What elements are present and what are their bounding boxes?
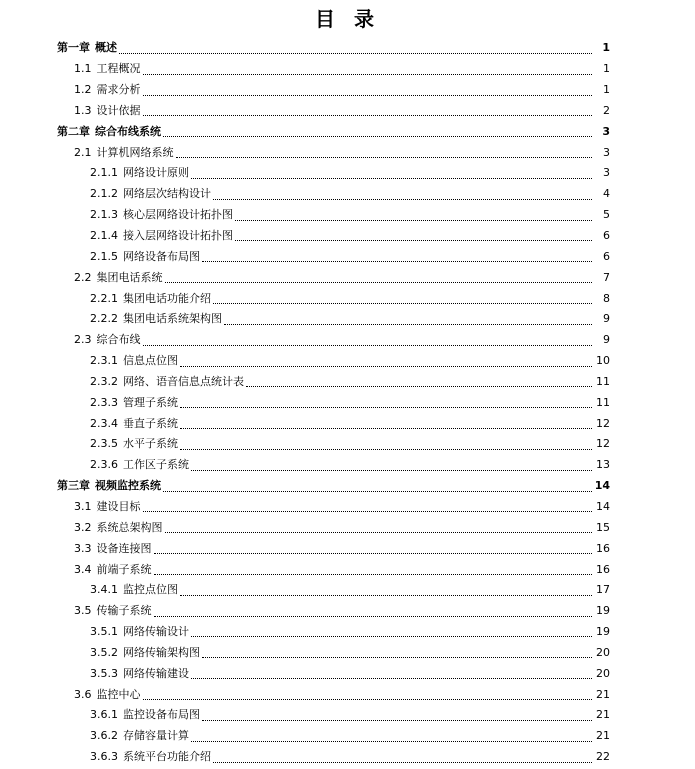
toc-entry-title: 需求分析	[96, 83, 141, 97]
toc-entry-title: 概述	[95, 41, 117, 55]
toc-entry-title: 计算机网络系统	[96, 145, 174, 159]
toc-dot-leader	[180, 427, 592, 429]
toc-entry-number: 3.2	[74, 520, 92, 534]
toc-dot-leader	[165, 281, 593, 283]
toc-entry-page: 13	[596, 458, 610, 472]
toc-entry-page: 2	[603, 103, 610, 117]
toc-entry-title: 网络传输设计	[123, 625, 189, 639]
toc-entry-page: 22	[596, 750, 610, 764]
toc-entry-title: 综合布线	[96, 333, 141, 347]
toc-entry-title: 核心层网络设计拓扑图	[123, 208, 233, 222]
toc-entry-page: 1	[603, 83, 610, 97]
toc-entry-title: 设备连接图	[96, 541, 152, 555]
toc-entry-number: 1.1	[74, 62, 92, 76]
toc-entry[interactable]	[0, 330, 695, 351]
toc-entry-number: 2.1.3	[90, 208, 118, 222]
toc-entry-page: 6	[603, 229, 610, 243]
toc-entry-title: 管理子系统	[123, 395, 178, 409]
toc-entry-number: 2.2	[74, 270, 92, 284]
toc-dot-leader	[202, 719, 592, 721]
toc-entry-page: 20	[596, 666, 610, 680]
toc-list	[0, 38, 695, 768]
toc-dot-leader	[191, 177, 592, 179]
toc-entry[interactable]	[0, 497, 695, 518]
toc-dot-leader	[163, 490, 592, 492]
toc-entry-number: 2.3.6	[90, 458, 118, 472]
toc-dot-leader	[143, 698, 593, 700]
toc-entry-number: 3.1	[74, 499, 92, 513]
toc-entry-title: 垂直子系统	[123, 416, 178, 430]
toc-entry[interactable]	[0, 684, 695, 705]
toc-entry-number: 3.5.1	[90, 625, 118, 639]
toc-entry[interactable]	[0, 538, 695, 559]
toc-dot-leader	[154, 552, 593, 554]
toc-dot-leader	[235, 239, 592, 241]
toc-entry-page: 20	[596, 645, 610, 659]
toc-entry[interactable]	[0, 288, 695, 309]
toc-entry[interactable]	[0, 184, 695, 205]
toc-dot-leader	[143, 344, 593, 346]
toc-entry-page: 16	[596, 541, 610, 555]
toc-entry[interactable]	[0, 372, 695, 393]
toc-entry[interactable]	[0, 163, 695, 184]
toc-entry-title: 视频监控系统	[95, 479, 161, 493]
toc-entry[interactable]	[0, 226, 695, 247]
toc-entry-number: 2.2.1	[90, 291, 118, 305]
toc-entry-page: 10	[596, 354, 610, 368]
toc-entry-title: 水平子系统	[123, 437, 178, 451]
toc-entry-number: 2.1.4	[90, 229, 118, 243]
toc-entry-title: 集团电话系统架构图	[123, 312, 222, 326]
toc-entry-page: 21	[596, 687, 610, 701]
toc-entry-number: 2.2.2	[90, 312, 118, 326]
toc-entry[interactable]	[0, 559, 695, 580]
toc-entry-page: 14	[596, 499, 610, 513]
toc-entry-page: 3	[603, 166, 610, 180]
toc-entry-number: 3.5	[74, 604, 92, 618]
toc-entry[interactable]	[0, 747, 695, 768]
toc-entry-title: 监控中心	[96, 687, 141, 701]
toc-entry[interactable]	[0, 622, 695, 643]
toc-dot-leader	[143, 94, 593, 96]
toc-entry-title: 网络传输架构图	[123, 645, 200, 659]
toc-entry-title: 监控设备布局图	[123, 708, 200, 722]
toc-entry-page: 11	[596, 395, 610, 409]
toc-entry-number: 1.2	[74, 83, 92, 97]
toc-dot-leader	[213, 302, 592, 304]
toc-entry-page: 12	[596, 437, 610, 451]
toc-entry-page: 19	[596, 625, 610, 639]
toc-entry-number: 3.6	[74, 687, 92, 701]
toc-entry-number: 1.3	[74, 103, 92, 117]
toc-dot-leader	[202, 260, 592, 262]
toc-entry-title: 网络传输建设	[123, 666, 189, 680]
toc-dot-leader	[180, 365, 592, 367]
toc-entry[interactable]	[0, 642, 695, 663]
toc-entry[interactable]	[0, 246, 695, 267]
toc-entry-page: 9	[603, 333, 610, 347]
toc-entry-title: 系统平台功能介绍	[123, 750, 211, 764]
toc-entry-number: 3.5.2	[90, 645, 118, 659]
toc-entry-page: 11	[596, 374, 610, 388]
toc-entry-title: 前端子系统	[96, 562, 152, 576]
toc-dot-leader	[180, 448, 592, 450]
toc-entry-number: 3.6.2	[90, 729, 118, 743]
toc-entry[interactable]	[0, 705, 695, 726]
toc-entry[interactable]	[0, 392, 695, 413]
toc-entry-title: 网络设备布局图	[123, 249, 200, 263]
toc-entry[interactable]	[0, 476, 695, 497]
toc-entry[interactable]	[0, 59, 695, 80]
toc-dot-leader	[246, 385, 592, 387]
toc-entry-number: 2.1.5	[90, 249, 118, 263]
toc-entry-page: 1	[603, 62, 610, 76]
toc-entry-title: 网络、语音信息点统计表	[123, 374, 244, 388]
toc-entry-title: 存储容量计算	[123, 729, 189, 743]
toc-entry-number: 3.4.1	[90, 583, 118, 597]
toc-entry[interactable]	[0, 142, 695, 163]
toc-entry-page: 12	[596, 416, 610, 430]
toc-dot-leader	[191, 635, 592, 637]
toc-entry-title: 网络设计原则	[123, 166, 189, 180]
toc-entry-number: 第二章	[57, 124, 90, 138]
toc-entry-title: 传输子系统	[96, 604, 152, 618]
toc-entry-number: 2.1.2	[90, 187, 118, 201]
toc-dot-leader	[163, 135, 592, 137]
toc-entry-title: 监控点位图	[123, 583, 178, 597]
toc-entry[interactable]	[0, 309, 695, 330]
toc-entry-page: 3	[603, 145, 610, 159]
toc-entry-number: 第三章	[57, 479, 90, 493]
toc-dot-leader	[143, 73, 593, 75]
toc-entry-number: 2.3	[74, 333, 92, 347]
toc-entry[interactable]	[0, 580, 695, 601]
toc-entry-page: 1	[602, 41, 610, 55]
toc-dot-leader	[176, 156, 593, 158]
toc-entry-page: 4	[603, 187, 610, 201]
toc-entry[interactable]	[0, 726, 695, 747]
toc-entry[interactable]	[0, 517, 695, 538]
toc-dot-leader	[143, 114, 593, 116]
toc-entry-title: 工作区子系统	[123, 458, 189, 472]
toc-entry-number: 2.3.5	[90, 437, 118, 451]
toc-entry-page: 8	[603, 291, 610, 305]
toc-entry-title: 接入层网络设计拓扑图	[123, 229, 233, 243]
toc-dot-leader	[154, 573, 593, 575]
toc-entry-page: 6	[603, 249, 610, 263]
toc-entry-number: 3.5.3	[90, 666, 118, 680]
toc-entry[interactable]	[0, 205, 695, 226]
toc-dot-leader	[191, 677, 592, 679]
toc-entry-title: 信息点位图	[123, 354, 178, 368]
toc-entry-page: 15	[596, 520, 610, 534]
toc-entry[interactable]	[0, 267, 695, 288]
toc-entry-number: 3.6.3	[90, 750, 118, 764]
toc-entry-page: 16	[596, 562, 610, 576]
toc-dot-leader	[191, 469, 592, 471]
toc-dot-leader	[224, 323, 592, 325]
toc-dot-leader	[191, 740, 592, 742]
toc-dot-leader	[202, 656, 592, 658]
toc-entry-number: 3.3	[74, 541, 92, 555]
toc-entry-number: 2.3.1	[90, 354, 118, 368]
toc-entry-number: 3.4	[74, 562, 92, 576]
toc-entry[interactable]	[0, 663, 695, 684]
toc-dot-leader	[213, 761, 592, 763]
toc-dot-leader	[119, 52, 592, 54]
toc-entry[interactable]	[0, 38, 695, 59]
toc-entry-page: 9	[603, 312, 610, 326]
toc-entry[interactable]	[0, 351, 695, 372]
toc-entry-number: 2.3.3	[90, 395, 118, 409]
toc-dot-leader	[180, 594, 592, 596]
toc-entry-title: 工程概况	[96, 62, 141, 76]
toc-dot-leader	[143, 510, 593, 512]
toc-entry-number: 3.6.1	[90, 708, 118, 722]
toc-entry-title: 网络层次结构设计	[123, 187, 211, 201]
toc-entry-number: 2.3.4	[90, 416, 118, 430]
toc-entry-page: 21	[596, 729, 610, 743]
toc-entry-page: 3	[602, 124, 610, 138]
toc-entry[interactable]	[0, 434, 695, 455]
toc-entry-page: 19	[596, 604, 610, 618]
toc-entry-title: 建设目标	[96, 499, 141, 513]
toc-dot-leader	[213, 198, 592, 200]
toc-entry-number: 第一章	[57, 41, 90, 55]
toc-entry-page: 21	[596, 708, 610, 722]
toc-entry-title: 设计依据	[96, 103, 141, 117]
toc-entry-page: 5	[603, 208, 610, 222]
toc-entry-page: 17	[596, 583, 610, 597]
toc-entry-number: 2.1.1	[90, 166, 118, 180]
toc-entry-title: 综合布线系统	[95, 124, 161, 138]
toc-entry[interactable]	[0, 80, 695, 101]
toc-entry[interactable]	[0, 601, 695, 622]
toc-entry[interactable]	[0, 121, 695, 142]
toc-dot-leader	[235, 219, 592, 221]
toc-entry-page: 7	[603, 270, 610, 284]
toc-dot-leader	[165, 531, 593, 533]
toc-entry-page: 14	[594, 479, 610, 493]
toc-entry[interactable]	[0, 455, 695, 476]
toc-entry-title: 集团电话功能介绍	[123, 291, 211, 305]
toc-entry-number: 2.1	[74, 145, 92, 159]
toc-entry-number: 2.3.2	[90, 374, 118, 388]
toc-entry-title: 集团电话系统	[96, 270, 163, 284]
toc-dot-leader	[180, 406, 592, 408]
toc-entry[interactable]	[0, 101, 695, 122]
toc-entry-title: 系统总架构图	[96, 520, 163, 534]
page-title: 目 录	[315, 7, 380, 31]
toc-entry[interactable]	[0, 413, 695, 434]
toc-dot-leader	[154, 615, 593, 617]
